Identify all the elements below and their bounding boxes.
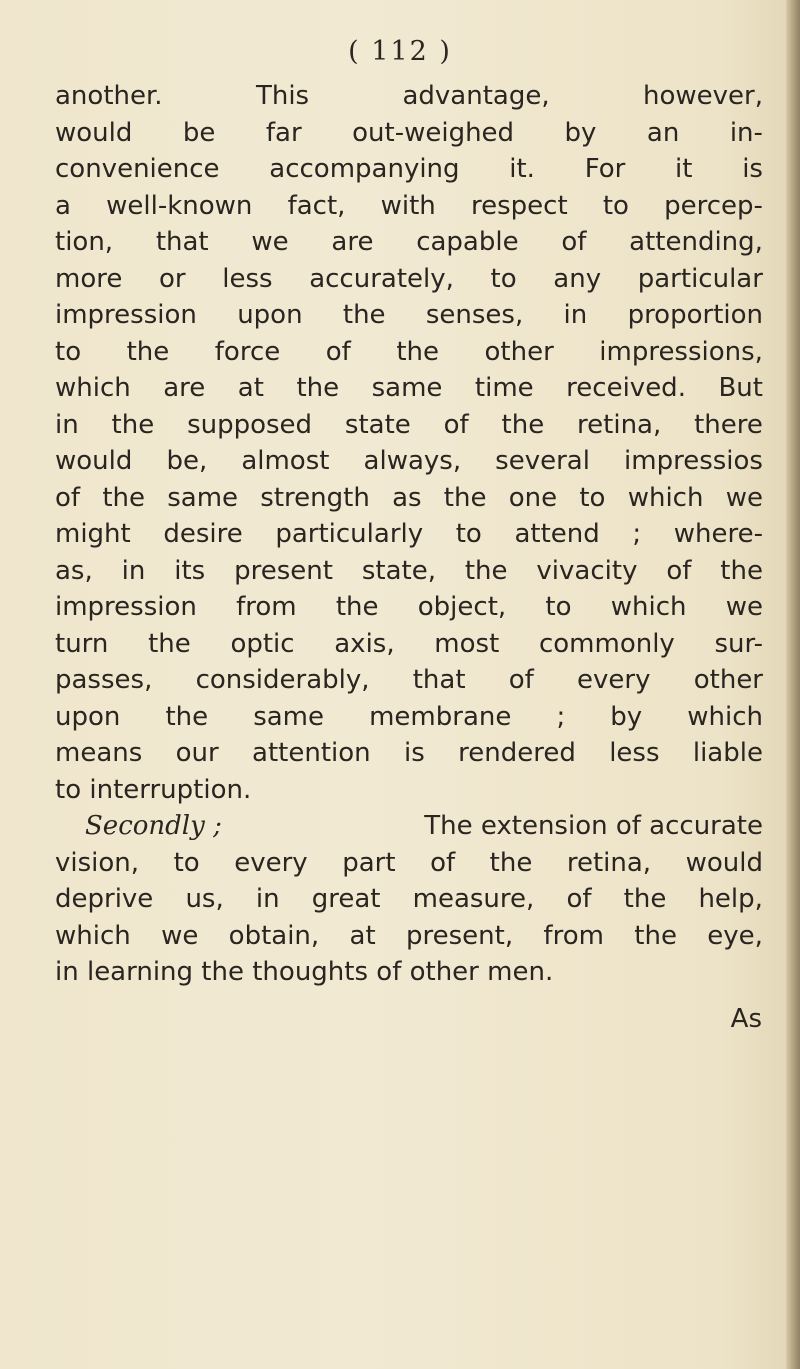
text-line: impression from the object, to which we: [55, 592, 763, 622]
text-line: turn the optic axis, most commonly sur-: [55, 628, 763, 659]
text-line: to the force of the other impressions,: [55, 336, 763, 367]
body-text: [55, 78, 763, 991]
paragraph-2-first-line: [55, 808, 763, 845]
text-line: a well-known fact, with respect to percep-: [55, 190, 763, 221]
text-line: another. This advantage, however,: [55, 81, 763, 111]
text-line: upon the same membrane ; by which: [55, 701, 763, 732]
text-line: passes, considerably, that of every other: [55, 665, 763, 695]
text-line: tion, that we are capable of attending,: [55, 227, 763, 257]
page-edge: [786, 0, 800, 1369]
text-line: impression upon the senses, in proportion: [55, 300, 763, 330]
paragraph-lead-rest: The extension of accurate: [424, 811, 763, 841]
text-line: would be far out-weighed by an in-: [55, 117, 763, 148]
text-line: of the same strength as the one to which we: [55, 482, 763, 513]
text-line: convenience accompanying it. For it is: [55, 154, 763, 184]
text-line: deprive us, in great measure, of the help,: [55, 884, 763, 914]
page-number: ( 112 ): [348, 36, 452, 67]
text-line: in learning the thoughts of other men.: [55, 957, 554, 987]
text-line: which we obtain, at present, from the eye,: [55, 920, 763, 951]
text-line: means our attention is rendered less liable: [55, 738, 763, 768]
text-line: which are at the same time received. But: [55, 373, 763, 403]
text-line: might desire particularly to attend ; where-: [55, 519, 763, 549]
text-line: vision, to every part of the retina, would: [55, 847, 763, 878]
text-line: would be, almost always, several impressios: [55, 446, 763, 476]
catchword: As: [730, 1004, 762, 1034]
text-line: as, in its present state, the vivacity of the: [55, 555, 763, 586]
text-line: in the supposed state of the retina, there: [55, 409, 763, 440]
text-line: to interruption.: [55, 774, 252, 805]
paragraph-lead: Secondly ;: [85, 811, 222, 841]
text-line: more or less accurately, to any particular: [55, 263, 763, 294]
